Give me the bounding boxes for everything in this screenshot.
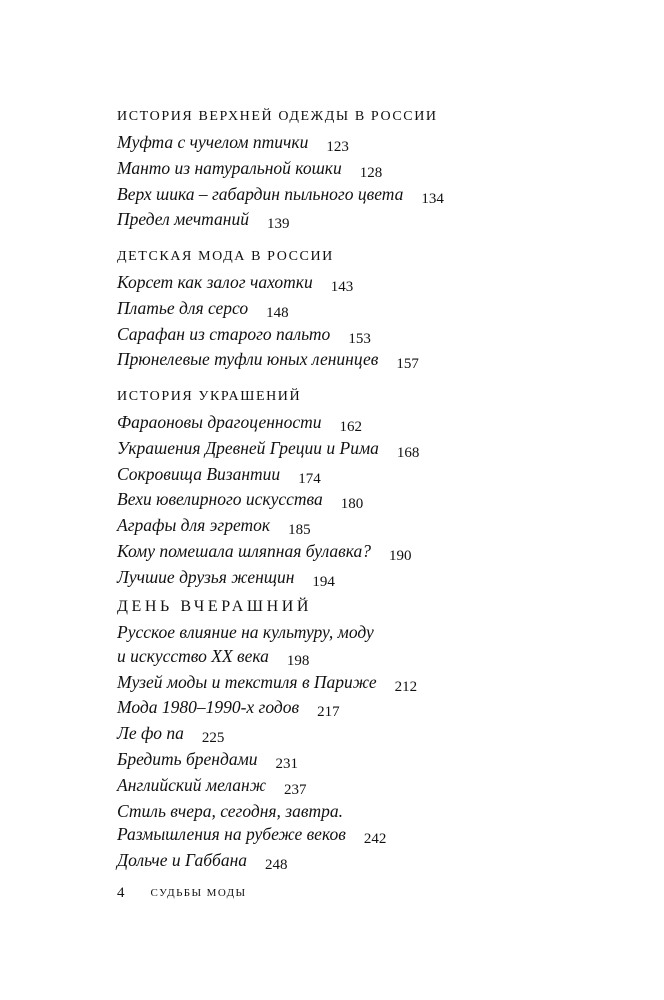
entry-title: Бредить брендами [117,748,258,769]
entry-title: Английский меланж [117,774,266,795]
entry-page-number: 217 [317,704,340,721]
toc-entry [117,297,597,323]
entry-title-line: Стиль вчера, сегодня, завтра. [117,800,343,821]
entry-title: Украшения Древней Греции и Рима [117,437,379,458]
folio-page-number: 4 [117,885,125,901]
section-title: ИСТОРИЯ УКРАШЕНИЙ [117,389,302,404]
entry-page-number: 198 [286,652,310,669]
entry-page-number: 123 [326,139,349,155]
entry-title: Кому помешала шляпная булавка? [117,540,372,561]
toc-entry [117,774,597,800]
entry-page-number: 162 [339,419,362,435]
entry-page-number: 231 [275,755,299,772]
toc-entry [117,271,597,297]
entry-page-number: 225 [201,730,225,747]
entry-page-number: 139 [266,216,290,233]
entry-title: Аграфы для эгреток [117,515,271,536]
entry-page-number: 180 [340,496,364,513]
toc-entry [117,621,597,671]
page-footer [117,884,247,902]
toc-section-outerwear [117,108,597,234]
entry-page-number: 148 [266,304,289,321]
entry-page-number: 190 [389,547,412,564]
entry-page-number: 157 [396,356,419,373]
entry-title: Мода 1980–1990-х годов [117,697,300,718]
toc-entry [117,800,597,850]
entry-title-line: Русское влияние на культуру, моду [117,622,374,642]
toc-section-jewelry [117,388,597,592]
toc-entry [117,488,597,514]
toc-entry [117,540,597,566]
entry-page-number: 185 [288,522,311,539]
entry-page-number: 242 [363,831,387,848]
toc-entry [117,208,597,234]
entry-title: Дольче и Габбана [117,850,248,871]
entry-title: Муфта с чучелом птички [117,132,309,152]
entry-title: Предел мечтаний [117,209,249,230]
section-title: ДЕТСКАЯ МОДА В РОССИИ [117,249,334,264]
toc-entry [117,348,597,374]
entry-page-number: 248 [265,857,288,874]
toc-entry [117,323,597,349]
entry-title: Прюнелевые туфли юных ленинцев [117,349,379,370]
entry-page-number: 168 [396,444,420,461]
toc-entry [117,722,597,748]
entry-title: Сокровища Византии [117,463,281,484]
section-title: ИСТОРИЯ ВЕРХНЕЙ ОДЕЖДЫ В РОССИИ [117,109,438,124]
entry-page-number: 194 [312,573,335,590]
entry-title: Платье для серсо [117,297,249,318]
toc-entry [117,411,597,437]
entry-title: Размышления на рубеже веков [117,824,346,845]
entry-title: Вехи ювелирного искусства [117,489,323,510]
entry-page-number: 237 [283,781,307,798]
entry-title: Музей моды и текстиля в Париже [117,671,377,692]
toc-entry [117,157,597,183]
toc-section-yesterday [117,598,597,875]
toc-entry [117,849,597,875]
toc-entry [117,566,597,592]
toc-entry [117,463,597,489]
entry-title: Верх шика – габардин пыльного цвета [117,183,404,204]
toc-section-childrens-fashion [117,248,597,374]
toc-entry [117,514,597,540]
toc-entry [117,183,597,209]
entry-title: Лучшие друзья женщин [117,566,295,587]
entry-title: Корсет как залог чахотки [117,272,313,292]
running-head-book-title: СУДЬБЫ МОДЫ [150,887,247,899]
entry-title: Манто из натуральной кошки [117,157,342,178]
section-title: ДЕНЬ ВЧЕРАШНИЙ [117,598,313,615]
toc-entry [117,696,597,722]
toc-entry [117,131,597,157]
entry-page-number: 134 [421,190,444,207]
entry-page-number: 143 [330,279,354,295]
entry-title: Сарафан из старого пальто [117,323,331,344]
entry-title: Фараоновы драгоценности [117,412,322,432]
toc-entry [117,437,597,463]
entry-page-number: 212 [394,678,418,695]
toc-entry [117,671,597,697]
entry-page-number: 153 [348,330,371,347]
toc-entry [117,748,597,774]
entry-page-number: 128 [359,164,383,181]
entry-page-number: 174 [298,470,321,487]
entry-title: и искусство XX века [117,645,269,666]
entry-title: Ле фо па [117,723,184,744]
